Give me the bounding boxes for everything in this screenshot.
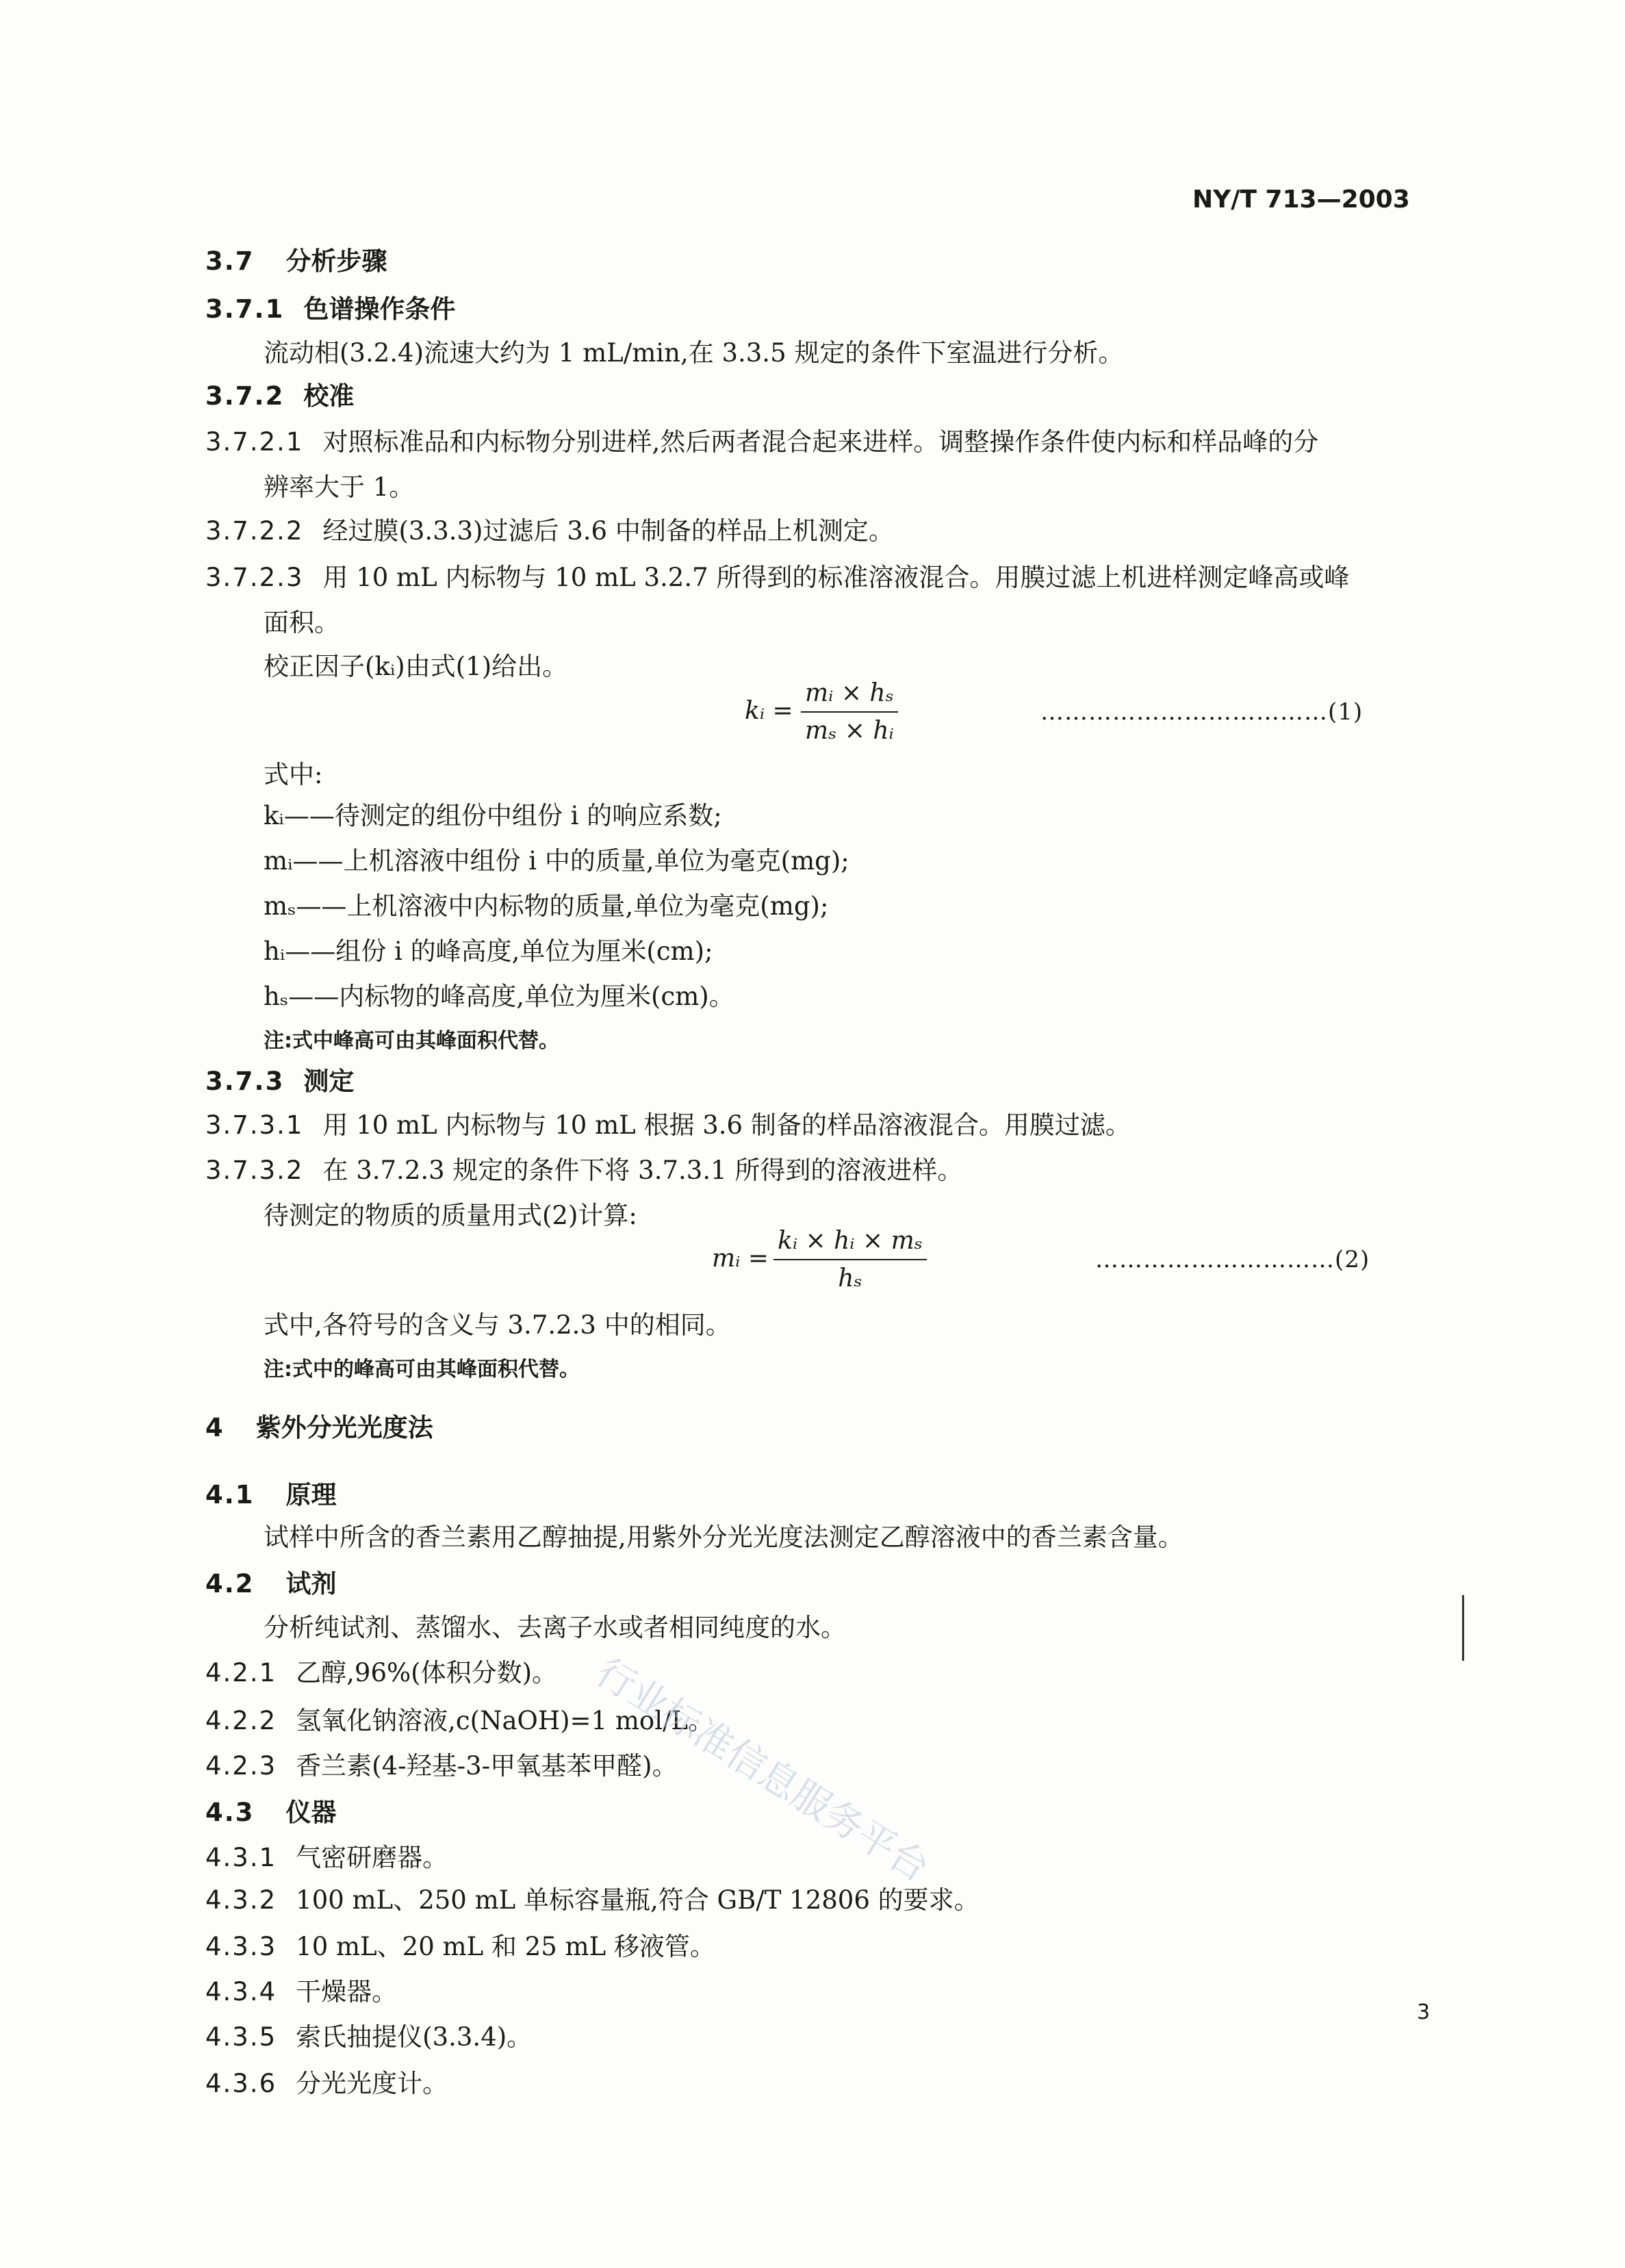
line-text: 式中,各符号的含义与 3.7.2.3 中的相同。 xyxy=(264,1310,731,1340)
line-text: kᵢ——待测定的组份中组份 i 的响应系数; xyxy=(264,801,722,830)
body-line xyxy=(264,337,1123,370)
heading-text: 仪器 xyxy=(285,1798,337,1827)
section-heading xyxy=(205,1479,337,1512)
formula-2-denominator: hₛ xyxy=(773,1259,927,1292)
body-line xyxy=(205,1842,448,1874)
body-line xyxy=(264,890,828,923)
section-number: 3.7.3.2 xyxy=(205,1156,304,1185)
watermark: 行业标准信息服务平台 xyxy=(588,1650,937,1891)
formula-2-fraction xyxy=(773,1227,927,1292)
line-text: 试样中所含的香兰素用乙醇抽提,用紫外分光光度法测定乙醇溶液中的香兰素含量。 xyxy=(264,1522,1183,1552)
section-heading xyxy=(205,1065,354,1098)
formula-1-lhs: kᵢ = xyxy=(745,697,793,725)
section-number: 4.2 xyxy=(205,1569,255,1598)
section-heading xyxy=(205,1568,337,1601)
body-line xyxy=(205,2021,532,2054)
line-text: 校正因子(kᵢ)由式(1)给出。 xyxy=(264,652,568,681)
line-text: 香兰素(4-羟基-3-甲氧基苯甲醛)。 xyxy=(296,1751,678,1781)
body-line xyxy=(264,1023,559,1058)
section-number: 4.3 xyxy=(205,1798,255,1827)
section-number: 4.3.4 xyxy=(205,1977,277,2006)
heading-text: 试剂 xyxy=(285,1569,337,1598)
line-text: 乙醇,96%(体积分数)。 xyxy=(296,1658,558,1687)
line-text: hₛ——内标物的峰高度,单位为厘米(cm)。 xyxy=(264,982,734,1011)
body-line xyxy=(264,980,734,1013)
note-text: 注:式中峰高可由其峰面积代替。 xyxy=(264,1029,559,1053)
line-text: mₛ——上机溶液中内标物的质量,单位为毫克(mg); xyxy=(264,891,829,921)
section-number: 4.2.3 xyxy=(205,1751,277,1781)
margin-mark xyxy=(1462,1595,1464,1661)
heading-text: 测定 xyxy=(303,1067,355,1096)
body-line xyxy=(264,800,722,832)
line-text: 辨率大于 1。 xyxy=(264,472,415,502)
section-number: 4.1 xyxy=(205,1480,255,1509)
heading-text: 色谱操作条件 xyxy=(303,294,456,324)
line-text: 式中: xyxy=(264,760,323,789)
heading-text: 分析步骤 xyxy=(285,246,387,276)
note-text: 注:式中的峰高可由其峰面积代替。 xyxy=(264,1358,580,1381)
section-number: 3.7.2.2 xyxy=(205,516,304,546)
formula-2-lhs: mᵢ = xyxy=(712,1245,769,1273)
line-text: 气密研磨器。 xyxy=(296,1843,448,1872)
body-line xyxy=(205,561,1349,594)
line-text: 在 3.7.2.3 规定的条件下将 3.7.3.1 所得到的溶液进样。 xyxy=(322,1156,963,1185)
section-number: 3.7.2.1 xyxy=(205,427,304,457)
section-number: 4.3.6 xyxy=(205,2069,277,2098)
line-text: mᵢ——上机溶液中组份 i 中的质量,单位为毫克(mg); xyxy=(264,846,849,876)
body-line xyxy=(264,1199,637,1232)
body-line xyxy=(264,607,340,639)
page-number: 3 xyxy=(1417,2000,1431,2024)
line-text: 用 10 mL 内标物与 10 mL 根据 3.6 制备的样品溶液混合。用膜过滤。 xyxy=(322,1110,1131,1140)
body-line xyxy=(205,515,894,548)
line-text: 面积。 xyxy=(264,608,340,637)
line-text: 流动相(3.2.4)流速大约为 1 mL/min,在 3.3.5 规定的条件下室温进行分析。 xyxy=(264,338,1124,368)
line-text: 分光光度计。 xyxy=(296,2069,448,2098)
body-line xyxy=(264,1611,846,1644)
section-number: 3.7.3 xyxy=(205,1067,285,1096)
line-text: 待测定的物质的质量用式(2)计算: xyxy=(264,1201,637,1230)
formula-1-denominator: mₛ × hᵢ xyxy=(801,711,898,745)
body-line xyxy=(205,1884,980,1917)
section-heading xyxy=(205,293,455,326)
heading-text: 原理 xyxy=(285,1480,337,1509)
body-line xyxy=(264,1351,580,1386)
section-number: 4.3.3 xyxy=(205,1932,277,1961)
formula-1-numerator: mᵢ × hₛ xyxy=(805,679,894,707)
section-heading xyxy=(205,245,387,278)
section-heading xyxy=(205,1796,337,1829)
body-line xyxy=(205,1750,678,1783)
body-line xyxy=(264,845,849,878)
section-number: 3.7.3.1 xyxy=(205,1110,304,1140)
section-number: 3.7.2.3 xyxy=(205,563,304,592)
section-heading xyxy=(205,1412,433,1444)
standard-number: NY/T 713—2003 xyxy=(1192,186,1410,214)
line-text: 干燥器。 xyxy=(296,1977,398,2006)
formula-1-fraction xyxy=(801,679,898,745)
body-line xyxy=(264,935,713,968)
section-number: 4.2.1 xyxy=(205,1658,277,1687)
line-text: 10 mL、20 mL 和 25 mL 移液管。 xyxy=(296,1932,715,1961)
body-line xyxy=(264,1309,731,1342)
body-line xyxy=(205,1657,557,1690)
body-line xyxy=(205,426,1318,459)
body-line xyxy=(264,471,414,504)
section-number: 3.7 xyxy=(205,246,255,276)
body-line xyxy=(205,1109,1131,1142)
formula-1-number: ………………………………(1) xyxy=(1040,698,1364,726)
body-line xyxy=(205,1931,715,1963)
line-text: 分析纯试剂、蒸馏水、去离子水或者相同纯度的水。 xyxy=(264,1613,846,1642)
heading-text: 紫外分光光度法 xyxy=(255,1413,433,1442)
line-text: 经过膜(3.3.3)过滤后 3.6 中制备的样品上机测定。 xyxy=(322,516,894,546)
section-number: 4.3.1 xyxy=(205,1843,277,1872)
section-heading xyxy=(205,380,354,413)
body-line xyxy=(205,2067,448,2100)
section-number: 4.2.2 xyxy=(205,1706,277,1735)
line-text: hᵢ——组份 i 的峰高度,单位为厘米(cm); xyxy=(264,936,713,966)
section-number: 4.3.2 xyxy=(205,1885,277,1915)
line-text: 氢氧化钠溶液,c(NaOH)=1 mol/L。 xyxy=(296,1706,714,1735)
body-line xyxy=(205,1976,397,2009)
section-number: 3.7.1 xyxy=(205,294,285,324)
section-number: 3.7.2 xyxy=(205,381,285,411)
section-number: 4.3.5 xyxy=(205,2022,277,2052)
line-text: 对照标准品和内标物分别进样,然后两者混合起来进样。调整操作条件使内标和样品峰的分 xyxy=(322,427,1319,457)
formula-2-numerator: kᵢ × hᵢ × mₛ xyxy=(778,1227,923,1255)
body-line xyxy=(264,759,322,791)
body-line xyxy=(264,1521,1183,1554)
body-line xyxy=(205,1154,962,1187)
formula-2-number: …………………………(2) xyxy=(1095,1246,1370,1273)
body-line xyxy=(264,650,567,683)
line-text: 100 mL、250 mL 单标容量瓶,符合 GB/T 12806 的要求。 xyxy=(296,1885,980,1915)
line-text: 用 10 mL 内标物与 10 mL 3.2.7 所得到的标准溶液混合。用膜过滤上机进样测定峰高或峰 xyxy=(322,563,1350,592)
heading-text: 校准 xyxy=(303,381,355,411)
line-text: 索氏抽提仪(3.3.4)。 xyxy=(296,2022,533,2052)
section-number: 4 xyxy=(205,1413,225,1442)
